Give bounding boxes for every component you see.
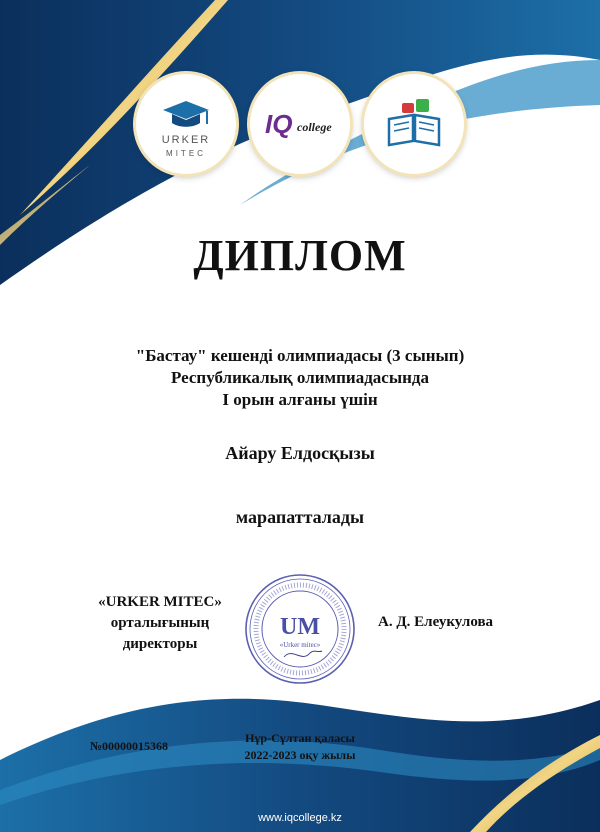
place-and-year: [0, 730, 600, 764]
diploma-title: ДИПЛОМ: [193, 231, 407, 280]
stamp-name: «Urker mitec»: [279, 641, 321, 649]
diploma-number: №00000015368: [90, 739, 169, 753]
signature-mark: [284, 651, 322, 657]
book-logo: [364, 74, 464, 174]
svg-text:URKER: URKER: [161, 134, 211, 146]
city: Нұр-Сұлтан қаласы: [245, 731, 355, 745]
reason-line-3: I орын алғаны үшін: [222, 390, 378, 409]
award-reason: [0, 345, 600, 411]
recipient-name: Айару Елдосқызы: [225, 443, 375, 463]
org-line-2: орталығының: [110, 615, 210, 631]
graduation-cap-icon: [141, 79, 231, 169]
org-line-1: «URKER MITEC»: [98, 594, 222, 610]
signer-name: А. Д. Елеукулова: [378, 614, 494, 630]
website-link[interactable]: www.iqcollege.kz: [258, 812, 342, 824]
svg-text:MITEC: MITEC: [166, 149, 206, 158]
svg-text:college: college: [297, 120, 332, 134]
academic-year: 2022-2023 оқу жылы: [244, 748, 356, 762]
reason-line-1: "Бастау" кешенді олимпиадасы (3 сынып): [135, 346, 465, 365]
stamp-initials: UM: [280, 614, 320, 640]
urker-mitec-logo: [136, 74, 236, 174]
awarded-text: марапатталады: [235, 507, 365, 527]
organization-title: [80, 592, 240, 655]
reason-line-2: Республикалық олимпиадасында: [170, 368, 430, 387]
org-line-3: директоры: [122, 636, 198, 652]
iq-college-icon: [255, 79, 345, 169]
official-stamp: [244, 573, 356, 685]
svg-text:IQ: IQ: [265, 109, 293, 139]
iq-college-logo: [250, 74, 350, 174]
open-book-icon: [369, 79, 459, 169]
